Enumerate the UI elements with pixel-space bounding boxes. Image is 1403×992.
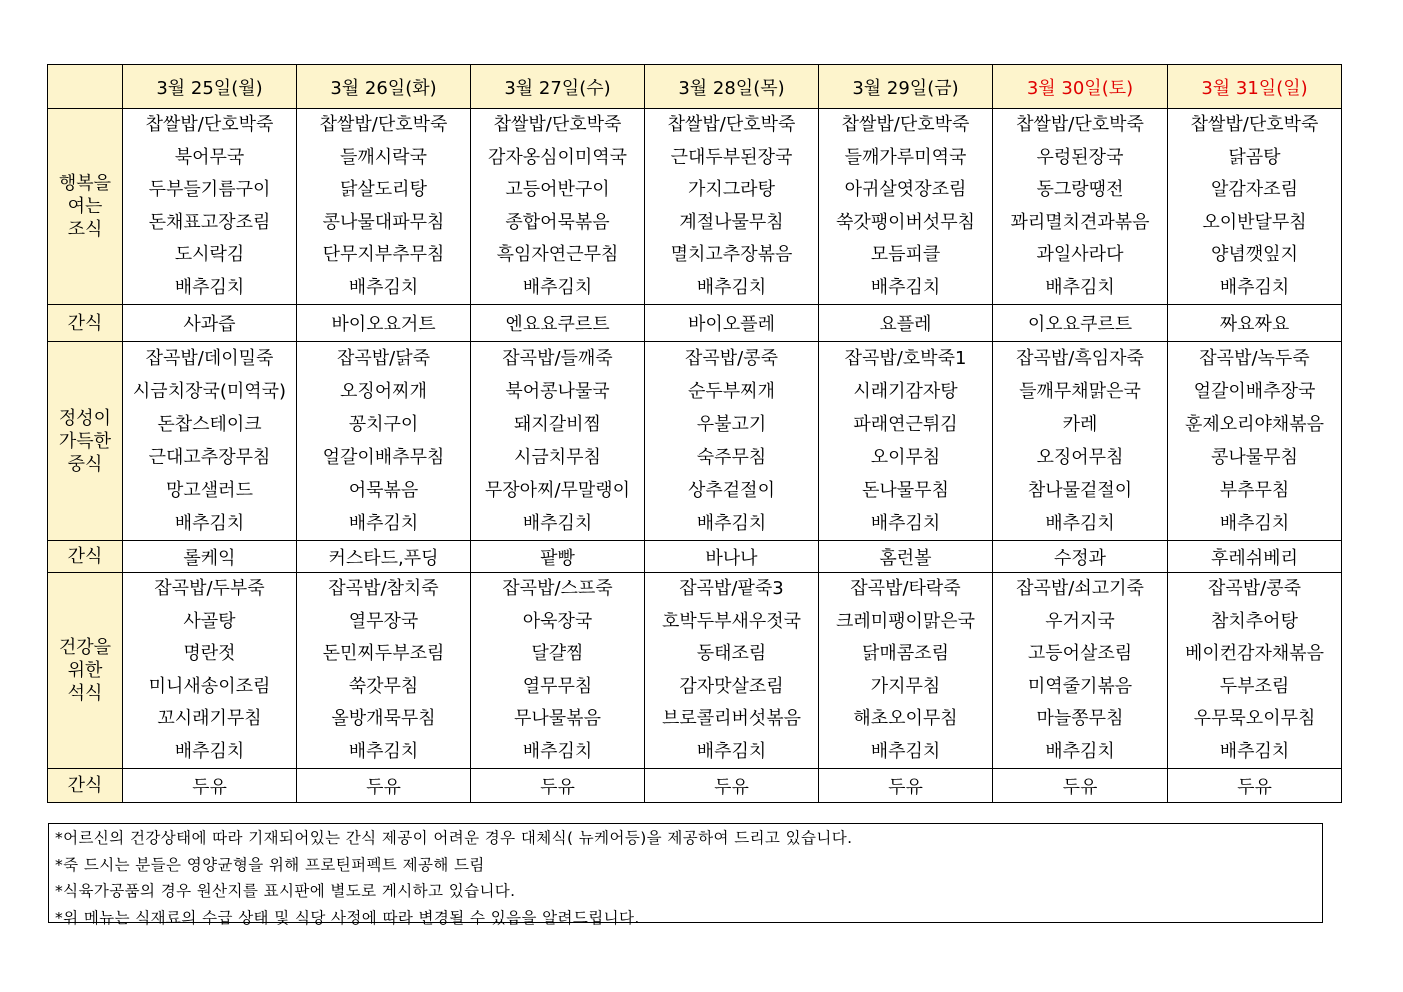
lunch-sun: [1168, 342, 1342, 541]
date-header-fri: 3월 29일(금): [819, 65, 993, 109]
menu-item: 단무지부추무침: [322, 244, 445, 265]
menu-item: 무나물볶음: [514, 708, 601, 729]
lunch-tue: [297, 342, 471, 541]
menu-item: 미역줄기볶음: [1027, 675, 1133, 697]
menu-item: 시래기감자탕: [853, 381, 958, 402]
menu-item: 북어무국: [174, 146, 245, 168]
menu-item: 고등어반구이: [505, 179, 610, 200]
lunch-sat: [993, 342, 1168, 541]
menu-item: 올방개묵무침: [331, 708, 436, 729]
menu-item: 잡곡밥/닭죽: [336, 348, 430, 369]
snack-item: 이오요쿠르트: [993, 305, 1168, 342]
menu-item: 배추김치: [1045, 740, 1115, 762]
menu-item: 배추김치: [870, 513, 941, 534]
menu-item: 배추김치: [348, 513, 419, 534]
menu-item: 배추김치: [696, 276, 767, 298]
evening-snack-row: [48, 769, 1342, 803]
dinner-label: 건강을 위한 석식: [58, 637, 112, 704]
note-line: *죽 드시는 분들은 영양균형을 위해 프로틴퍼펙트 제공해 드림: [55, 855, 485, 874]
menu-item: 배추김치: [174, 740, 245, 762]
menu-item: 도시락김: [174, 244, 245, 265]
menu-item: 카레: [1062, 414, 1098, 435]
menu-item: 돈찹스테이크: [157, 414, 262, 435]
menu-item: 배추김치: [348, 276, 419, 298]
menu-item: 찹쌀밥/단호박죽: [667, 114, 796, 135]
menu-item: 동태조림: [696, 643, 767, 664]
menu-item: 돈나물무침: [862, 480, 949, 501]
dinner-sun: [1168, 573, 1342, 769]
menu-item: 무장아찌/무말랭이: [484, 480, 631, 501]
menu-item: 배추김치: [522, 513, 593, 534]
snack-item: 후레쉬베리: [1168, 541, 1342, 573]
menu-item: 시금치장국(미역국): [132, 381, 287, 402]
menu-item: 들깨무채맑은국: [1019, 381, 1141, 402]
menu-item: 배추김치: [348, 740, 419, 762]
menu-item: 꽈리멸치견과볶음: [1010, 211, 1150, 233]
snack-item: 롤케익: [123, 541, 297, 573]
menu-item: 미니새송이조림: [148, 675, 271, 697]
snack-item: 두유: [123, 769, 297, 803]
menu-item: 들깨가루미역국: [844, 146, 967, 168]
dinner-wed: [471, 573, 645, 769]
menu-item: 오징어찌개: [340, 381, 427, 402]
menu-item: 동그랑땡전: [1036, 179, 1124, 200]
note-line: *식육가공품의 경우 원산지를 표시판에 별도로 게시하고 있습니다.: [55, 882, 516, 900]
breakfast-label-cell: [48, 109, 123, 305]
menu-item: 베이컨감자채볶음: [1184, 643, 1325, 664]
menu-item: 순두부찌개: [688, 381, 775, 402]
lunch-thu: [645, 342, 819, 541]
dinner-label-cell: [48, 573, 123, 769]
breakfast-label: 행복을 여는 조식: [58, 173, 112, 240]
menu-item: 아귀살엿장조림: [844, 179, 967, 200]
menu-item: 종합어묵볶음: [505, 211, 610, 233]
menu-item: 어묵볶음: [348, 480, 419, 501]
menu-item: 시금치무침: [514, 447, 601, 468]
menu-item: 찹쌀밥/단호박죽: [319, 114, 448, 135]
menu-item: 잡곡밥/콩죽: [684, 348, 778, 369]
menu-item: 북어콩나물국: [505, 381, 610, 402]
menu-item: 흑임자연근무침: [496, 244, 619, 265]
snack-item: 두유: [645, 769, 819, 803]
date-header-sun: 3월 31일(일): [1168, 65, 1342, 109]
menu-item: 배추김치: [1045, 513, 1115, 534]
header-corner-cell: [48, 65, 123, 109]
menu-item: 닭살도리탕: [340, 179, 427, 200]
menu-item: 부추무침: [1219, 480, 1290, 501]
menu-item: 찹쌀밥/단호박죽: [1016, 114, 1144, 135]
menu-item: 배추김치: [870, 276, 941, 298]
menu-item: 배추김치: [174, 513, 245, 534]
date-header-wed: 3월 27일(수): [471, 65, 645, 109]
menu-item: 크레미팽이맑은국: [835, 610, 976, 632]
menu-item: 배추김치: [1219, 740, 1290, 762]
dinner-thu: [645, 573, 819, 769]
menu-item: 들깨시락국: [340, 146, 427, 168]
menu-item: 상추겉절이: [688, 480, 775, 501]
note-line: *위 메뉴는 식재료의 수급 상태 및 식당 사정에 따라 변경될 수 있음을 알려드립니다.: [55, 908, 640, 927]
menu-item: 사골탕: [183, 610, 236, 632]
afternoon-snack-row: [48, 541, 1342, 573]
breakfast-wed: [471, 109, 645, 305]
menu-item: 우렁된장국: [1036, 146, 1124, 168]
menu-item: 배추김치: [1219, 276, 1290, 298]
snack-label: 간식: [48, 769, 123, 803]
menu-item: 마늘쫑무침: [1036, 708, 1124, 729]
menu-item: 두부들기름구이: [148, 179, 271, 200]
menu-item: 멸치고추장볶음: [670, 244, 793, 265]
menu-item: 양념깻잎지: [1211, 244, 1298, 265]
menu-item: 가지그라탕: [688, 179, 775, 200]
breakfast-fri: [819, 109, 993, 305]
menu-item: 열무장국: [348, 610, 419, 632]
snack-item: 요플레: [819, 305, 993, 342]
dinner-fri: [819, 573, 993, 769]
menu-item: 알감자조림: [1211, 179, 1298, 200]
menu-item: 배추김치: [1219, 513, 1290, 534]
menu-item: 쑥갓팽이버섯무침: [835, 211, 976, 233]
menu-item: 두부조림: [1219, 675, 1290, 697]
menu-item: 근대고추장무침: [148, 447, 271, 468]
menu-item: 잡곡밥/두부죽: [154, 578, 265, 599]
lunch-mon: [123, 342, 297, 541]
lunch-label: 정성이 가득한 중식: [58, 407, 112, 475]
menu-item: 근대두부된장국: [670, 146, 793, 168]
menu-item: 잡곡밥/쇠고기죽: [1016, 578, 1144, 599]
snack-item: 엔요요쿠르트: [471, 305, 645, 342]
menu-item: 얼갈이배추무침: [322, 447, 445, 468]
menu-item: 찹쌀밥/단호박죽: [1190, 114, 1319, 135]
weekly-menu-table: [47, 64, 1342, 803]
menu-item: 꽁치구이: [348, 414, 419, 435]
snack-item: 두유: [819, 769, 993, 803]
dinner-sat: [993, 573, 1168, 769]
lunch-fri: [819, 342, 993, 541]
menu-item: 돈채표고장조림: [148, 211, 271, 233]
menu-item: 배추김치: [522, 740, 593, 762]
snack-item: 바이오요거트: [297, 305, 471, 342]
snack-item: 홈런볼: [819, 541, 993, 573]
morning-snack-row: [48, 305, 1342, 342]
menu-item: 잡곡밥/들깨죽: [502, 348, 613, 369]
menu-item: 명란젓: [183, 643, 236, 664]
menu-item: 잡곡밥/데이밀죽: [145, 348, 274, 369]
snack-item: 사과즙: [123, 305, 297, 342]
menu-item: 잡곡밥/호박죽1: [844, 348, 967, 369]
menu-item: 배추김치: [696, 740, 767, 762]
menu-item: 잡곡밥/타락죽: [850, 578, 961, 599]
breakfast-mon: [123, 109, 297, 305]
snack-label: 간식: [48, 305, 123, 342]
menu-item: 찹쌀밥/단호박죽: [145, 114, 274, 135]
date-header-thu: 3월 28일(목): [645, 65, 819, 109]
menu-item: 잡곡밥/녹두죽: [1199, 348, 1310, 369]
menu-item: 찹쌀밥/단호박죽: [493, 114, 622, 135]
dinner-row: [48, 573, 1342, 769]
menu-item: 호박두부새우젓국: [661, 610, 802, 632]
menu-item: 잡곡밥/흑임자죽: [1016, 348, 1144, 369]
menu-item: 잡곡밥/콩죽: [1207, 578, 1301, 599]
breakfast-sun: [1168, 109, 1342, 305]
snack-item: 짜요짜요: [1168, 305, 1342, 342]
note-line: *어르신의 건강상태에 따라 기재되어있는 간식 제공이 어려운 경우 대체식( 뉴케어등)을 제공하여 드리고 있습니다.: [55, 829, 853, 847]
date-header-sat: 3월 30일(토): [993, 65, 1168, 109]
date-header-tue: 3월 26일(화): [297, 65, 471, 109]
menu-item: 돈민찌두부조림: [322, 643, 445, 664]
snack-item: 두유: [993, 769, 1168, 803]
menu-item: 돼지갈비찜: [514, 414, 601, 435]
menu-item: 가지무침: [870, 675, 941, 697]
menu-item: 아욱장국: [522, 610, 593, 632]
breakfast-sat: [993, 109, 1168, 305]
menu-item: 배추김치: [870, 740, 941, 762]
menu-item: 숙주무침: [696, 447, 767, 468]
menu-item: 배추김치: [696, 513, 767, 534]
lunch-wed: [471, 342, 645, 541]
menu-item: 훈제오리야채볶음: [1184, 414, 1325, 435]
menu-item: 참나물겉절이: [1027, 480, 1133, 501]
menu-item: 우무묵오이무침: [1193, 708, 1316, 729]
snack-item: 두유: [297, 769, 471, 803]
snack-item: 바나나: [645, 541, 819, 573]
menu-item: 참치추어탕: [1211, 610, 1298, 632]
menu-item: 배추김치: [1045, 276, 1115, 298]
lunch-row: [48, 342, 1342, 541]
snack-item: 두유: [1168, 769, 1342, 803]
dinner-tue: [297, 573, 471, 769]
menu-item: 망고샐러드: [166, 480, 253, 501]
menu-item: 계절나물무침: [679, 211, 784, 233]
breakfast-row: [48, 109, 1342, 305]
menu-item: 닭곰탕: [1228, 146, 1281, 168]
menu-item: 달걀찜: [531, 643, 584, 664]
menu-item: 우거지국: [1045, 610, 1115, 632]
menu-item: 해초오이무침: [853, 708, 958, 729]
menu-item: 콩나물대파무침: [322, 211, 445, 233]
snack-item: 바이오플레: [645, 305, 819, 342]
menu-item: 꼬시래기무침: [157, 708, 262, 729]
snack-item: 커스타드,푸딩: [297, 541, 471, 573]
snack-item: 팥빵: [471, 541, 645, 573]
menu-item: 오이무침: [870, 447, 941, 468]
menu-item: 잡곡밥/팥죽3: [679, 578, 784, 599]
menu-item: 닭매콤조림: [862, 643, 949, 664]
breakfast-tue: [297, 109, 471, 305]
menu-item: 고등어살조림: [1027, 643, 1133, 664]
menu-item: 쑥갓무침: [348, 675, 419, 697]
date-header-mon: 3월 25일(월): [123, 65, 297, 109]
menu-item: 파래연근튀김: [853, 414, 958, 435]
snack-item: 두유: [471, 769, 645, 803]
menu-item: 감자맛살조림: [679, 675, 784, 697]
menu-item: 배추김치: [174, 276, 245, 298]
menu-item: 콩나물무침: [1211, 447, 1298, 468]
menu-item: 배추김치: [522, 276, 593, 298]
notes-box: [48, 823, 1323, 927]
menu-item: 과일사라다: [1036, 244, 1124, 265]
menu-item: 우불고기: [696, 414, 767, 435]
menu-item: 브로콜리버섯볶음: [661, 708, 802, 729]
snack-label: 간식: [48, 541, 123, 573]
breakfast-thu: [645, 109, 819, 305]
menu-item: 모듬피클: [870, 244, 941, 265]
snack-item: 수정과: [993, 541, 1168, 573]
date-header-row: [48, 65, 1342, 109]
menu-item: 열무무침: [522, 675, 593, 697]
menu-item: 잡곡밥/스프죽: [502, 578, 613, 599]
menu-item: 잡곡밥/참치죽: [328, 578, 439, 599]
menu-item: 얼갈이배추장국: [1193, 381, 1316, 402]
lunch-label-cell: [48, 342, 123, 541]
menu-item: 감자옹심이미역국: [487, 146, 628, 168]
menu-item: 오징어무침: [1036, 447, 1124, 468]
menu-item: 오이반달무침: [1202, 211, 1307, 233]
menu-item: 찹쌀밥/단호박죽: [841, 114, 970, 135]
dinner-mon: [123, 573, 297, 769]
